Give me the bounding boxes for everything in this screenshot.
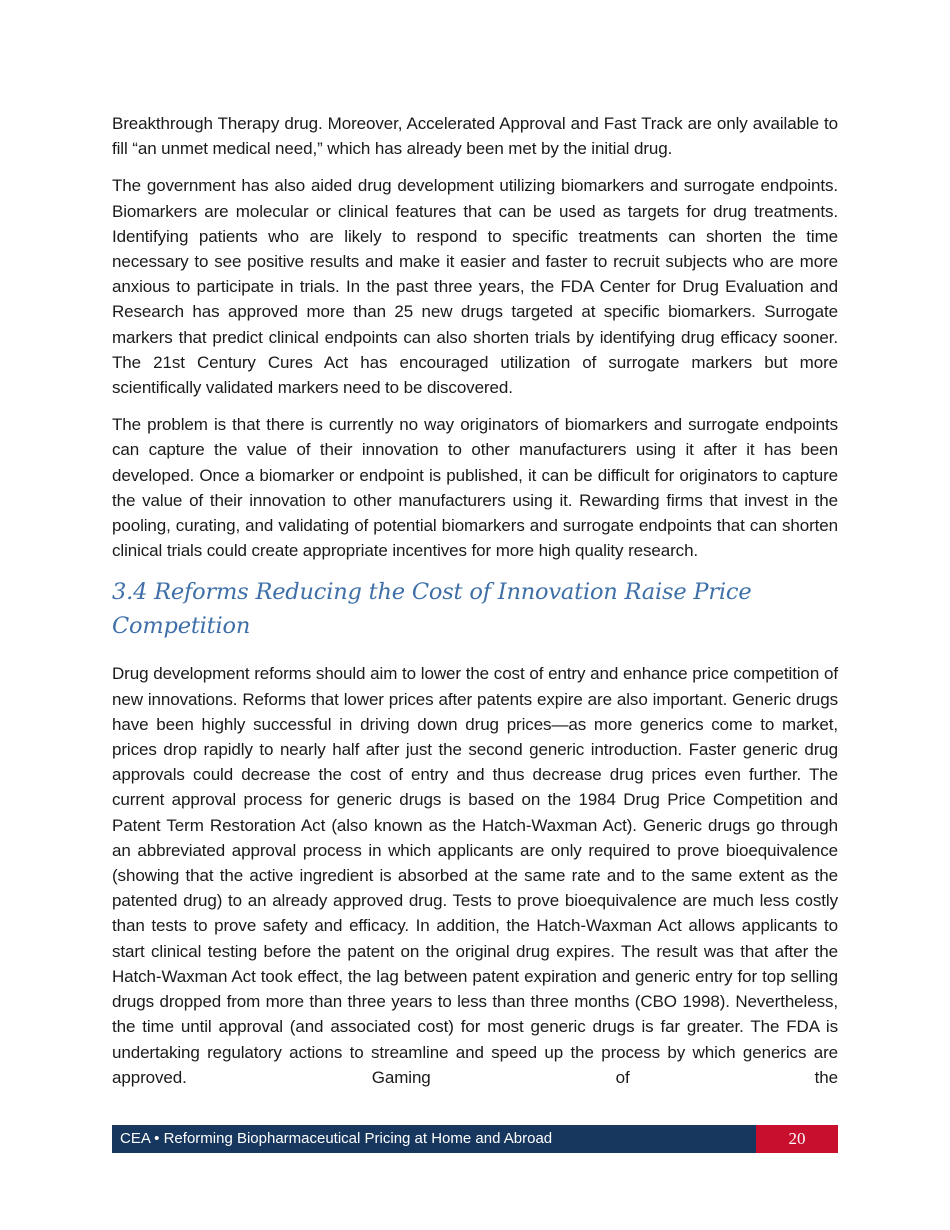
page-body [112, 111, 838, 1102]
page-number: 20 [756, 1125, 838, 1153]
paragraph-value-capture: The problem is that there is currently no way originators of biomarkers and surrogate endpoints can capture the value of their innovation to other manufacturers using it after it has been developed. Once a biomarker or endpoint is published, it can be difficult for originators to capture the value of their innovation to other manufacturers using it. Rewarding firms that invest in the pooling, curating, and validating of potential biomarkers and surrogate endpoints that can shorten clinical trials could create appropriate incentives for more high quality research. [112, 415, 838, 561]
page-footer [112, 1125, 838, 1153]
paragraph-generic-drugs: Drug development reforms should aim to lower the cost of entry and enhance price competition of new innovations. Reforms that lower prices after patents expire are also important. Generic drugs have been highly successful in driving down drug prices—as more generics come to market, prices drop rapidly to nearly half after just the second generic introduction. Faster generic drug approvals could decrease the cost of entry and thus decrease drug prices even further. The current approval process for generic drugs is based on the 1984 Drug Price Competition and Patent Term Restoration Act (also known as the Hatch-Waxman Act). Generic drugs go through an abbreviated approval process in which applicants are only required to prove bioequivalence (showing that the active ingredient is absorbed at the same rate and to the same extent as the patented drug) to an already approved drug. Tests to prove bioequivalence are much less costly than tests to prove safety and efficacy. In addition, the Hatch-Waxman Act allows applicants to start clinical testing before the patent on the original drug expires. The result was that after the Hatch-Waxman Act took effect, the lag between patent expiration and generic entry for top selling drugs dropped from more than three years to less than three months (CBO 1998). Nevertheless, the time until approval (and associated cost) for most generic drugs is far greater. The FDA is undertaking regulatory actions to streamline and speed up the process by which generics are approved. Gaming of the [112, 664, 838, 1087]
section-heading: 3.4 Reforms Reducing the Cost of Innovation Raise Price Competition [112, 579, 752, 640]
paragraph-breakthrough: Breakthrough Therapy drug. Moreover, Accelerated Approval and Fast Track are only available to fill “an unmet medical need,” which has already been met by the initial drug. [112, 114, 838, 159]
footer-title: CEA • Reforming Biopharmaceutical Pricing at Home and Abroad [112, 1125, 756, 1153]
paragraph-biomarkers: The government has also aided drug development utilizing biomarkers and surrogate endpoints. Biomarkers are molecular or clinical features that can be used as targets for drug treatments. Identifying patients who are likely to respond to specific treatments can shorten the time necessary to see positive results and make it easier and faster to recruit subjects who are more anxious to participate in trials. In the past three years, the FDA Center for Drug Evaluation and Research has approved more than 25 new drugs targeted at specific biomarkers. Surrogate markers that predict clinical endpoints can also shorten trials by identifying drug efficacy sooner. The 21st Century Cures Act has encouraged utilization of surrogate markers but more scientifically validated markers need to be discovered. [112, 176, 838, 398]
